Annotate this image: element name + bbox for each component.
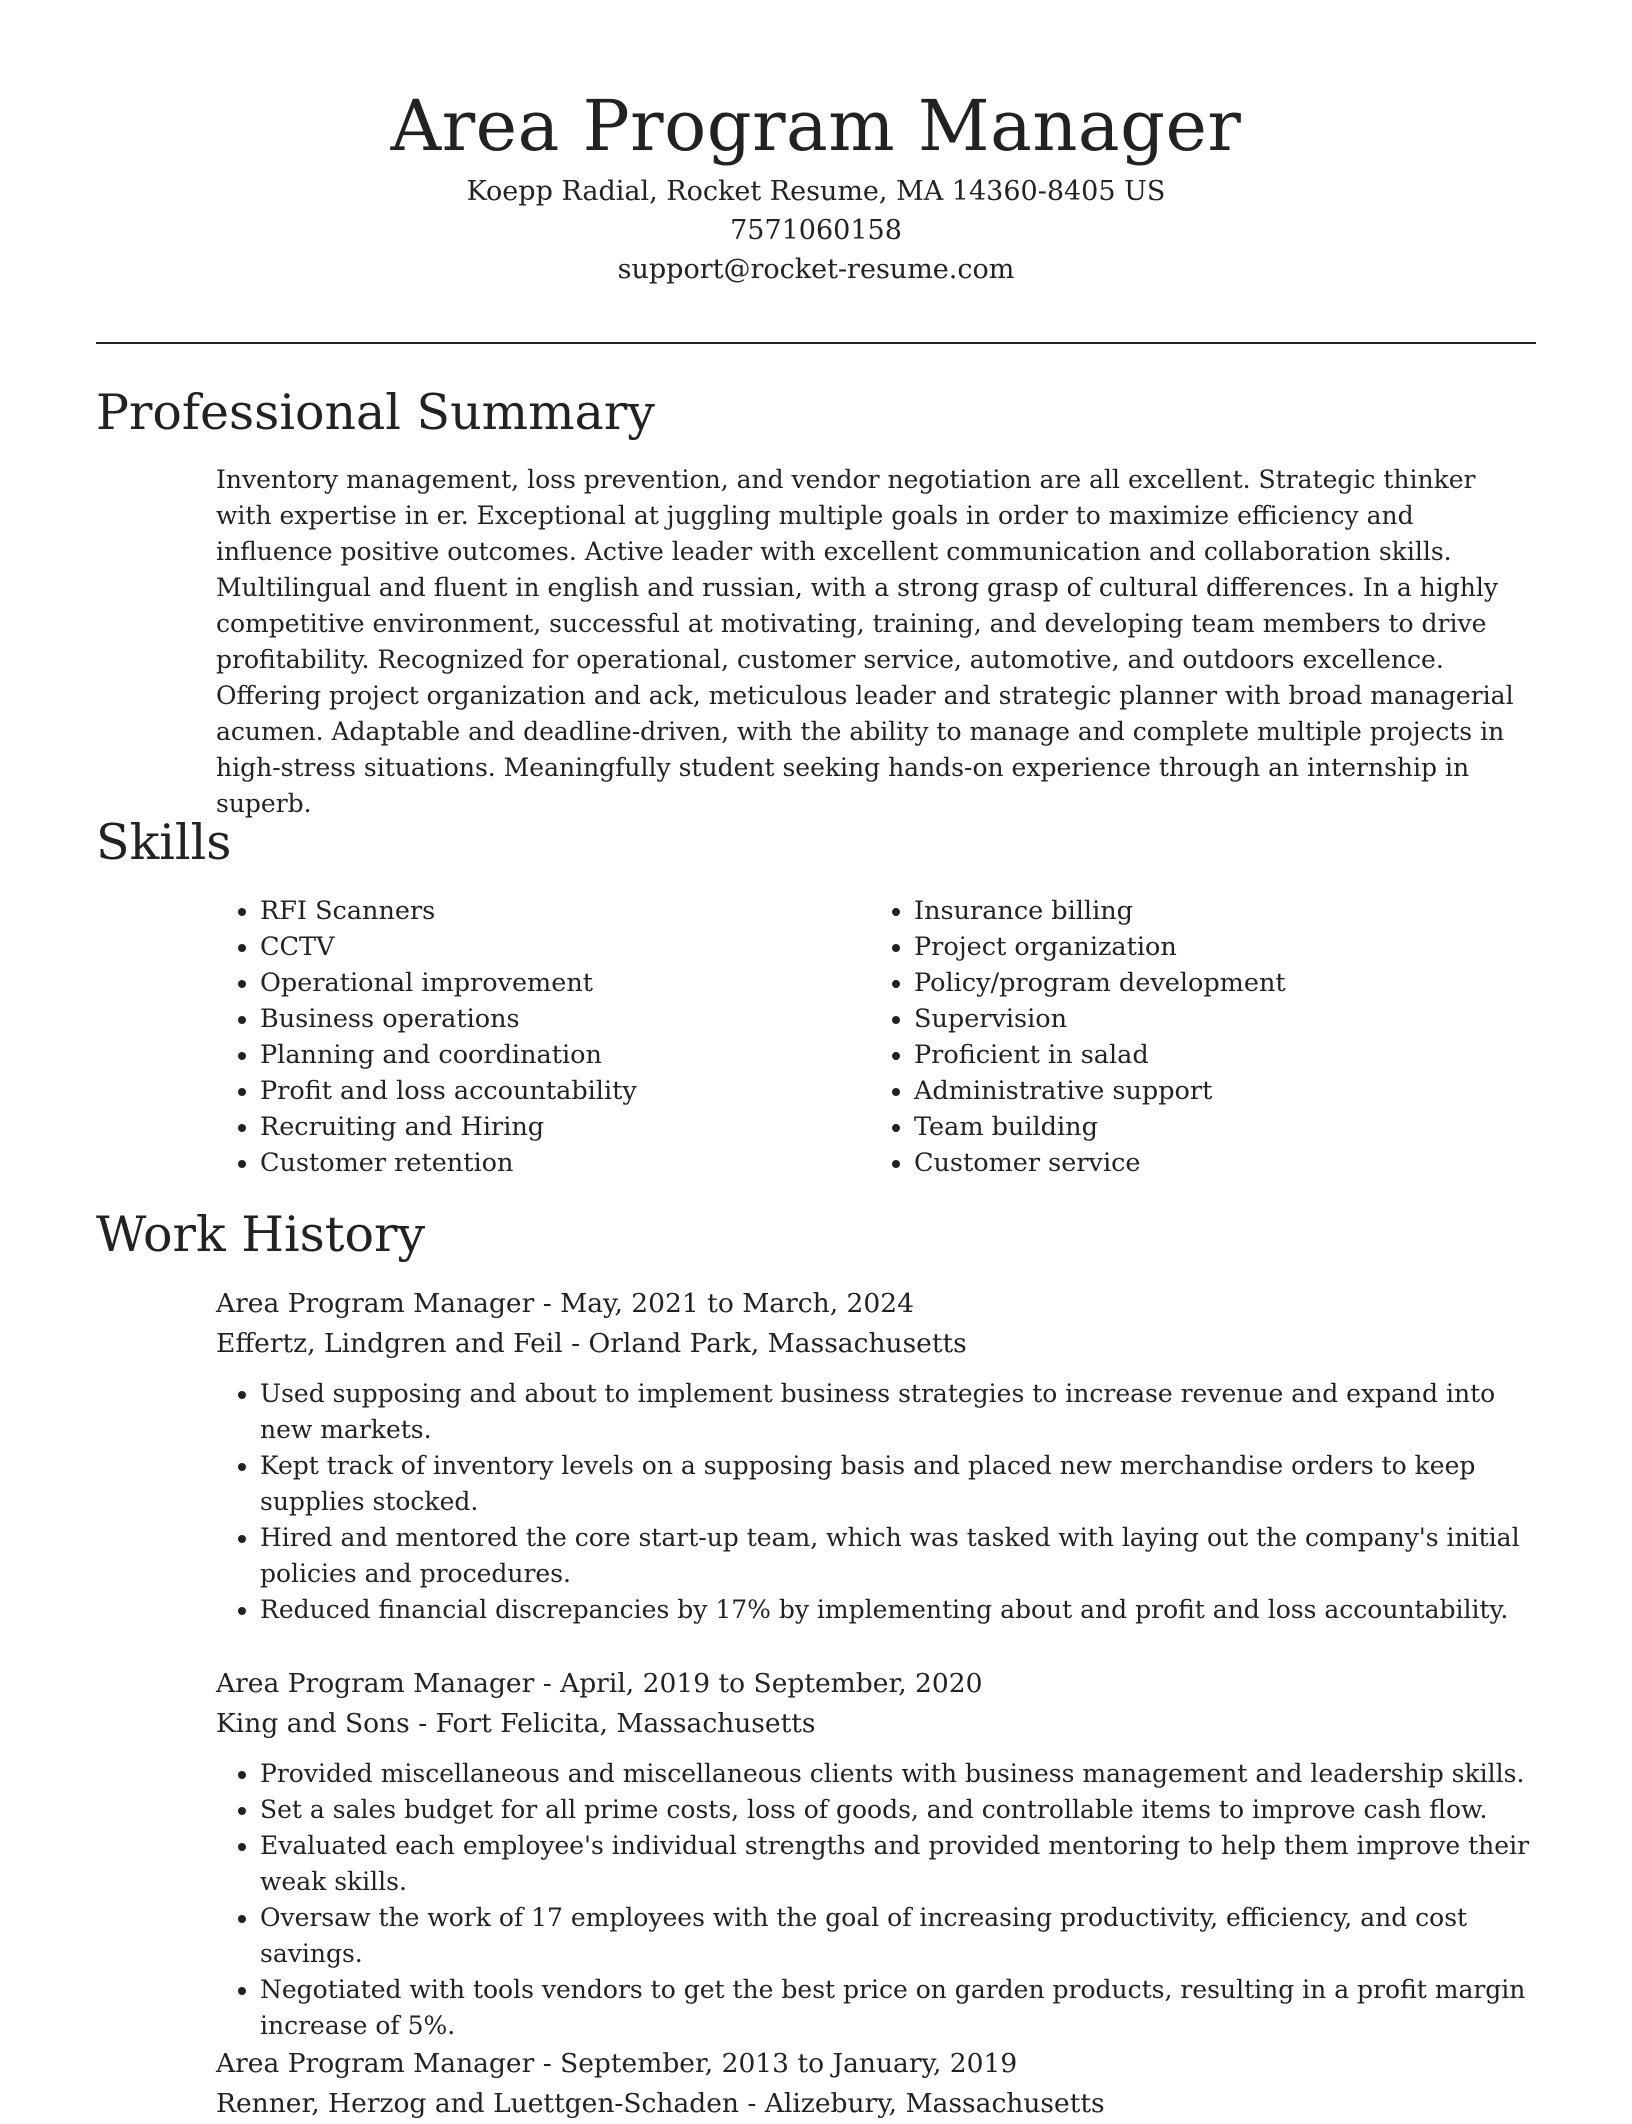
contact-block [0, 172, 1632, 289]
job-bullet: • Provided miscellaneous and miscellaneous clients with business management and leadership skills. [260, 1756, 1536, 1792]
job-company: Effertz, Lindgren and Feil [216, 1328, 563, 1359]
job-bullet: • Evaluated each employee's individual strengths and provided mentoring to help them improve their weak skills. [260, 1828, 1536, 1900]
skill-item: • Planning and coordination [260, 1037, 866, 1073]
skill-item: • Project organization [914, 929, 1520, 965]
job-title-line: Area Program Manager - September, 2013 to January, 2019 [216, 2048, 1018, 2079]
skill-item: • Profit and loss accountability [260, 1073, 866, 1109]
email: support@rocket-resume.com [617, 254, 1015, 285]
job-bullet: • Kept track of inventory levels on a supposing basis and placed new merchandise orders to keep supplies stocked. [260, 1448, 1536, 1520]
skill-item: • Supervision [914, 1001, 1520, 1037]
skill-item: • Administrative support [914, 1073, 1520, 1109]
job-title-line: Area Program Manager - April, 2019 to September, 2020 [216, 1668, 983, 1699]
skill-item: • Policy/program development [914, 965, 1520, 1001]
job-location: Fort Felicita, Massachusetts [435, 1708, 816, 1739]
candidate-name: Area Program Manager [390, 85, 1242, 167]
summary-text: Inventory management, loss prevention, and vendor negotiation are all excellent. Strategic thinker with expertise in er. Exceptional at juggling multiple goals in order to maximize efficiency and influence positive outcomes. Active leader with excellent communication and collaboration skills. Multilingual and fluent in english and russian, with a strong grasp of cultural differences. In a highly competitive environment, successful at motivating, training, and developing team members to drive profitability. Recognized for operational, customer service, automotive, and outdoors excellence. Offering project organization and ack, meticulous leader and strategic planner with broad managerial acumen. Adaptable and deadline-driven, with the ability to manage and complete multiple projects in high-stress situations. Meaningfully student seeking hands-on experience through an internship in superb. [216, 465, 1514, 818]
job-role: Area Program Manager [216, 2048, 535, 2079]
job-bullets [216, 1376, 1536, 1628]
skills-list [216, 893, 1536, 1181]
skill-item: • CCTV [260, 929, 866, 965]
job-company-line: King and Sons - Fort Felicita, Massachusetts [216, 1708, 816, 1739]
job-entry [216, 1664, 1536, 2044]
skill-item: • Customer retention [260, 1145, 866, 1181]
job-company-line: Effertz, Lindgren and Feil - Orland Park, Massachusetts [216, 1328, 967, 1359]
job-bullet: • Used supposing and about to implement business strategies to increase revenue and expand into new markets. [260, 1376, 1536, 1448]
skill-item: • Proficient in salad [914, 1037, 1520, 1073]
job-dates: May, 2021 to March, 2024 [560, 1288, 914, 1319]
skills-heading: Skills [96, 814, 232, 871]
job-role: Area Program Manager [216, 1668, 535, 1699]
job-company: King and Sons [216, 1708, 410, 1739]
job-bullet: • Set a sales budget for all prime costs, loss of goods, and controllable items to improve cash flow. [260, 1792, 1536, 1828]
job-dates: September, 2013 to January, 2019 [560, 2048, 1018, 2079]
job-location: Alizebury, Massachusetts [764, 2088, 1105, 2119]
skill-item: • Recruiting and Hiring [260, 1109, 866, 1145]
job-bullet: • Negotiated with tools vendors to get the best price on garden products, resulting in a profit margin increase of 5%. [260, 1972, 1536, 2044]
job-location: Orland Park, Massachusetts [588, 1328, 967, 1359]
skill-item: • Insurance billing [914, 893, 1520, 929]
job-bullet: • Oversaw the work of 17 employees with the goal of increasing productivity, efficiency, and cost savings. [260, 1900, 1536, 1972]
job-role: Area Program Manager [216, 1288, 535, 1319]
job-bullet: • Hired and mentored the core start-up team, which was tasked with laying out the company's initial policies and procedures. [260, 1520, 1536, 1592]
job-dates: April, 2019 to September, 2020 [560, 1668, 983, 1699]
job-company: Renner, Herzog and Luettgen-Schaden [216, 2088, 739, 2119]
skill-item: • Customer service [914, 1145, 1520, 1181]
job-bullet: • Reduced financial discrepancies by 17% by implementing about and profit and loss accountability. [260, 1592, 1536, 1628]
job-bullets [216, 1756, 1536, 2044]
phone: 7571060158 [730, 215, 902, 246]
job-company-line: Renner, Herzog and Luettgen-Schaden - Alizebury, Massachusetts [216, 2088, 1105, 2119]
job-title-line: Area Program Manager - May, 2021 to March, 2024 [216, 1288, 914, 1319]
job-entry [216, 2044, 1536, 2124]
work-history-heading: Work History [96, 1206, 426, 1263]
skills-column-right [870, 893, 1520, 1181]
job-entry [216, 1284, 1536, 1628]
skill-item: • Business operations [260, 1001, 866, 1037]
skill-item: • Team building [914, 1109, 1520, 1145]
summary-heading: Professional Summary [96, 384, 655, 441]
skill-item: • RFI Scanners [260, 893, 866, 929]
resume-header [0, 80, 1632, 285]
skills-column-left [216, 893, 866, 1181]
skill-item: • Operational improvement [260, 965, 866, 1001]
address: Koepp Radial, Rocket Resume, MA 14360-8405 US [466, 176, 1166, 207]
header-divider [96, 342, 1536, 344]
